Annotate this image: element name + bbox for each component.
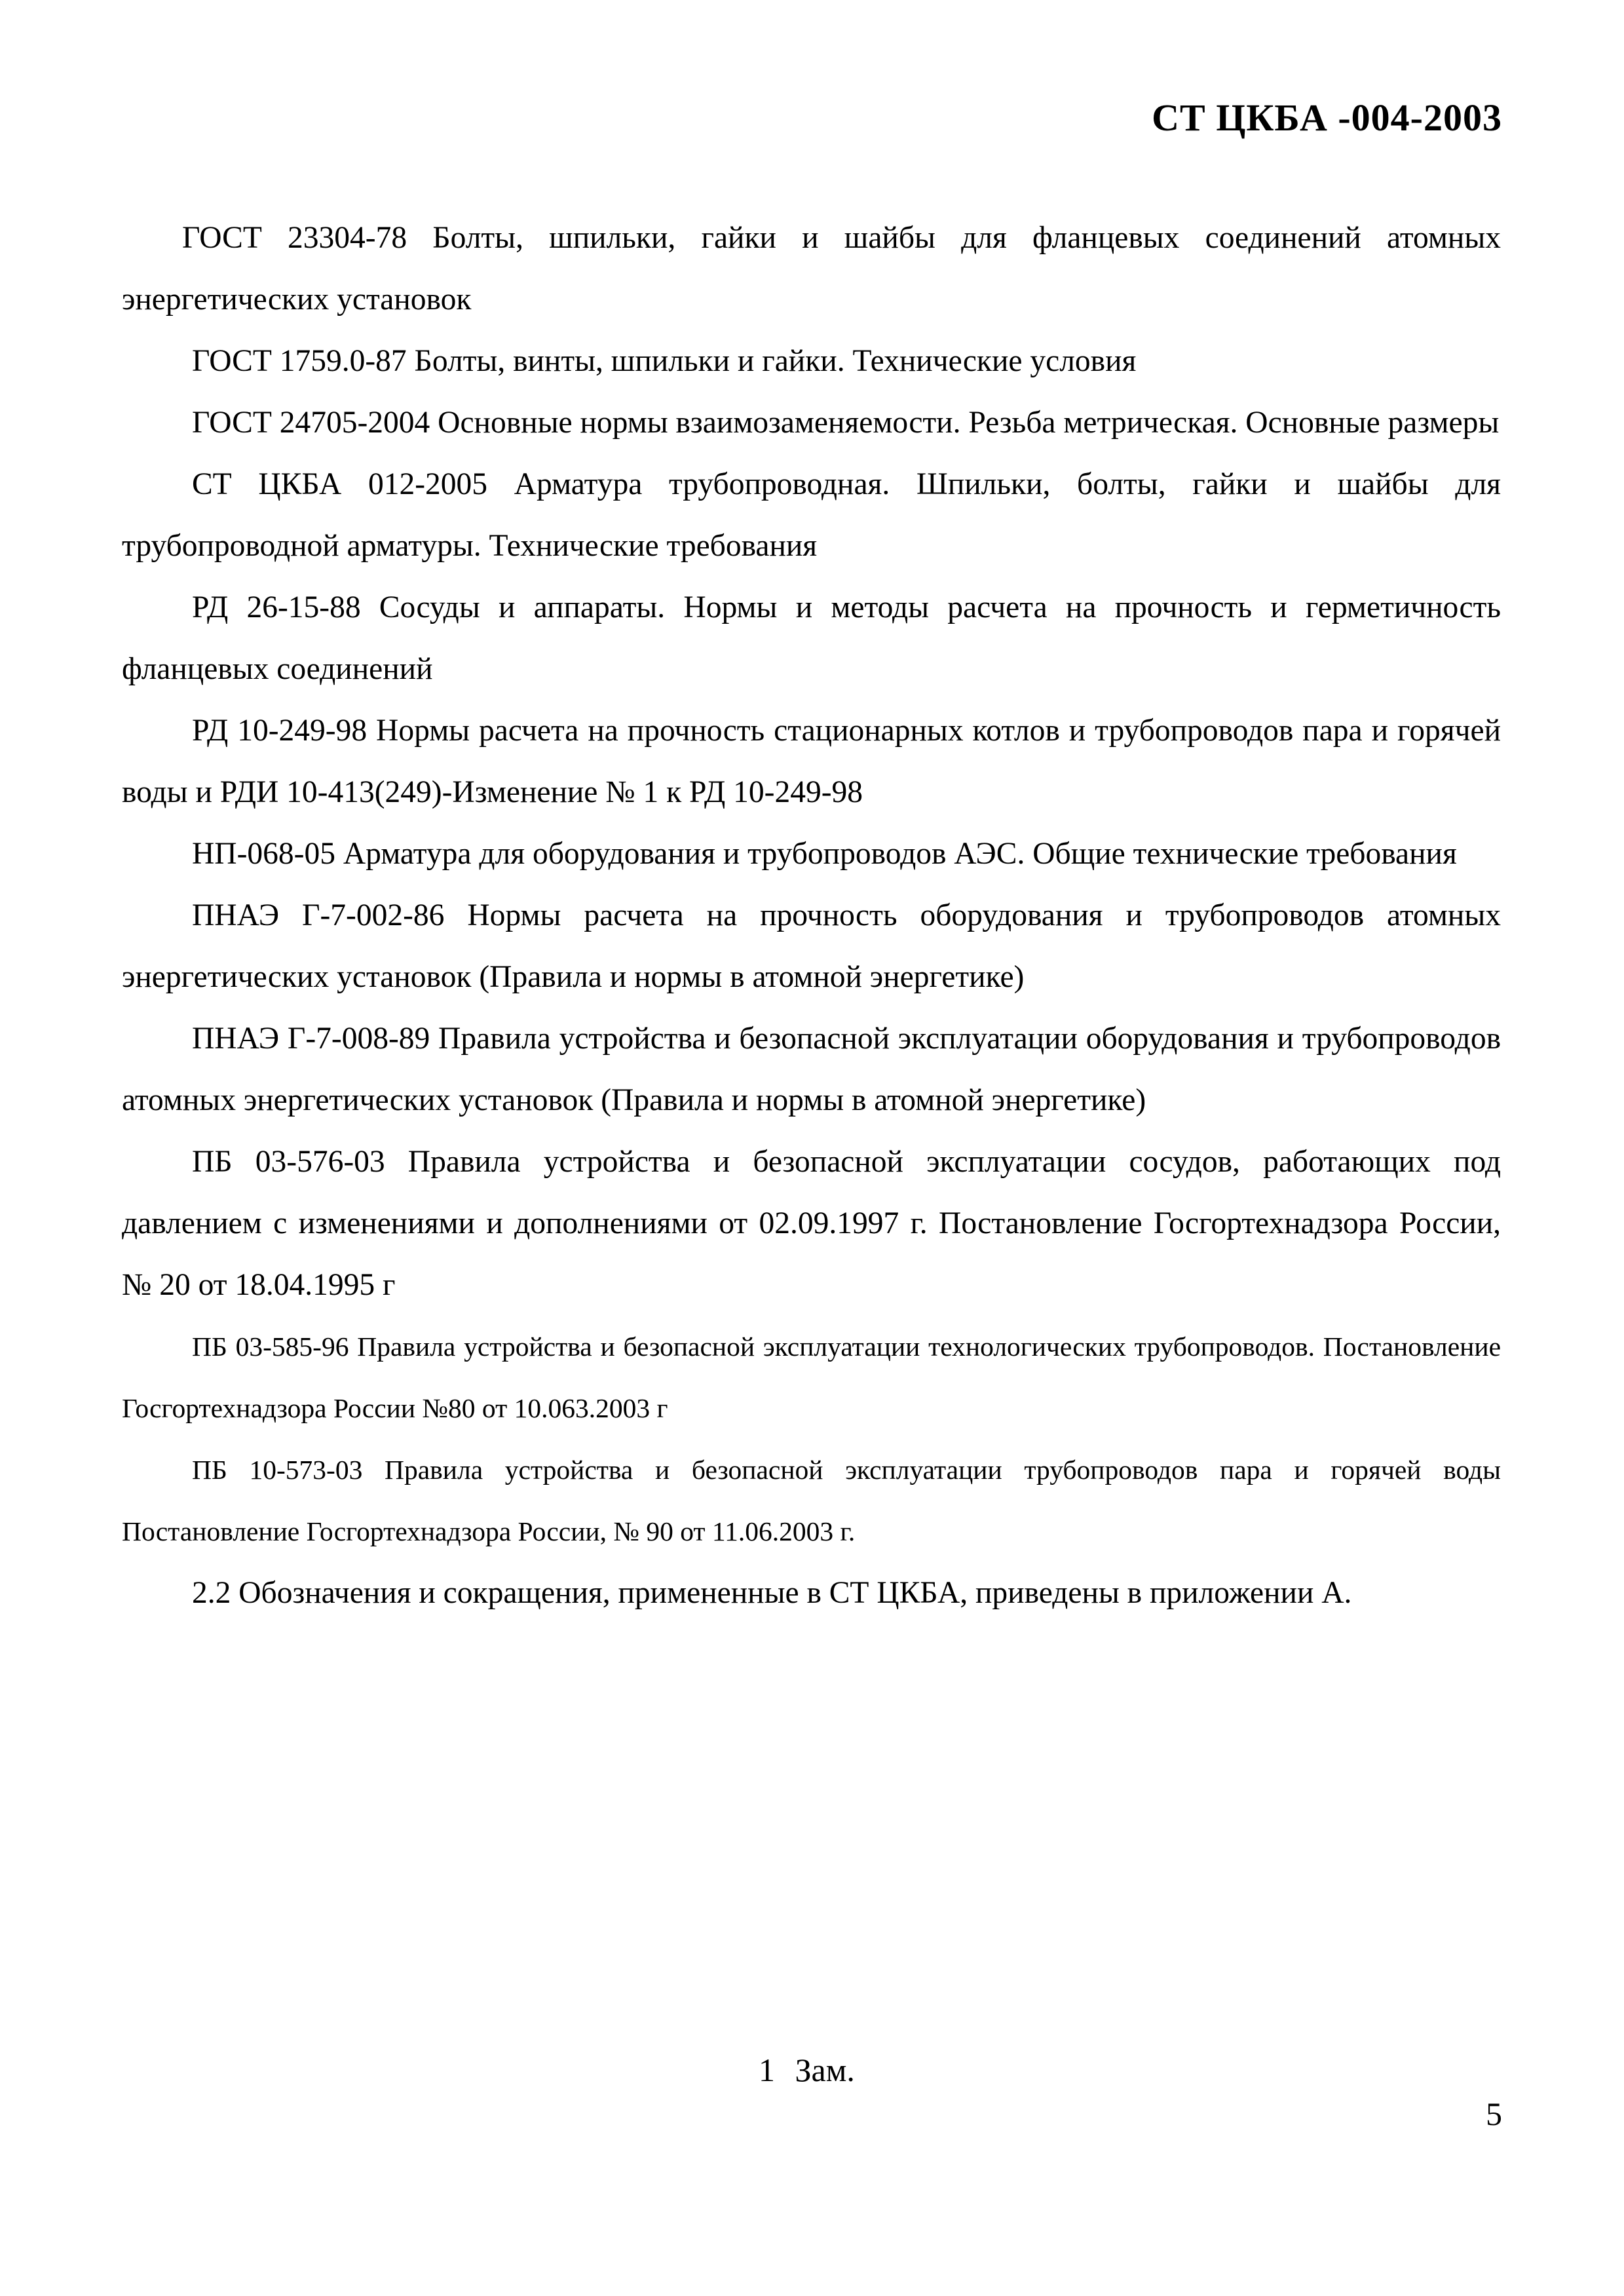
- reference-item: ПБ 03-576-03 Правила устройства и безопасной эксплуатации сосудов, работающих под давлением с изменениями и дополнениями от 02.09.1997 г. Постановление Госгортехнадзора России, № 20 от 18.04.1995 г: [122, 1145, 1501, 1302]
- abbreviations-note: 2.2 Обозначения и сокращения, примененные в СТ ЦКБА, приведены в приложении А.: [192, 1576, 1352, 1610]
- reference-item: НП-068-05 Арматура для оборудования и трубопроводов АЭС. Общие технические требования: [192, 837, 1457, 871]
- page-number: 5: [1486, 2095, 1502, 2132]
- reference-item: ПБ 10-573-03 Правила устройства и безопасной эксплуатации трубопроводов пара и горячей воды Постановление Госгортехнадзора России, № 90 от 11.06.2003 г.: [122, 1455, 1501, 1546]
- reference-item: РД 10-249-98 Нормы расчета на прочность стационарных котлов и трубопроводов пара и горячей воды и РДИ 10-413(249)-Изменение № 1 к РД 10-249-98: [122, 714, 1501, 809]
- reference-item: ГОСТ 24705-2004 Основные нормы взаимозаменяемости. Резьба метрическая. Основные размеры: [192, 406, 1500, 440]
- change-mark: 1 Зам.: [759, 2052, 855, 2088]
- document-code: СТ ЦКБА -004-2003: [1152, 96, 1502, 139]
- reference-item: РД 26-15-88 Сосуды и аппараты. Нормы и методы расчета на прочность и герметичность фланцевых соединений: [122, 590, 1501, 686]
- normative-references: [122, 207, 1501, 1624]
- reference-item: ПНАЭ Г-7-008-89 Правила устройства и безопасной эксплуатации оборудования и трубопроводов атомных энергетических установок (Правила и нормы в атомной энергетике): [122, 1022, 1501, 1117]
- reference-item: СТ ЦКБА 012-2005 Арматура трубопроводная. Шпильки, болты, гайки и шайбы для трубопроводной арматуры. Технические требования: [122, 467, 1501, 563]
- reference-item: ПБ 03-585-96 Правила устройства и безопасной эксплуатации технологических трубопроводов. Постановление Госгортехнадзора России №80 от 10.063.2003 г: [122, 1331, 1501, 1423]
- reference-item: ПНАЭ Г-7-002-86 Нормы расчета на прочность оборудования и трубопроводов атомных энергетических установок (Правила и нормы в атомной энергетике): [122, 898, 1501, 994]
- reference-item: ГОСТ 1759.0-87 Болты, винты, шпильки и гайки. Технические условия: [192, 344, 1137, 378]
- reference-item: ГОСТ 23304-78 Болты, шпильки, гайки и шайбы для фланцевых соединений атомных энергетических установок: [122, 221, 1501, 316]
